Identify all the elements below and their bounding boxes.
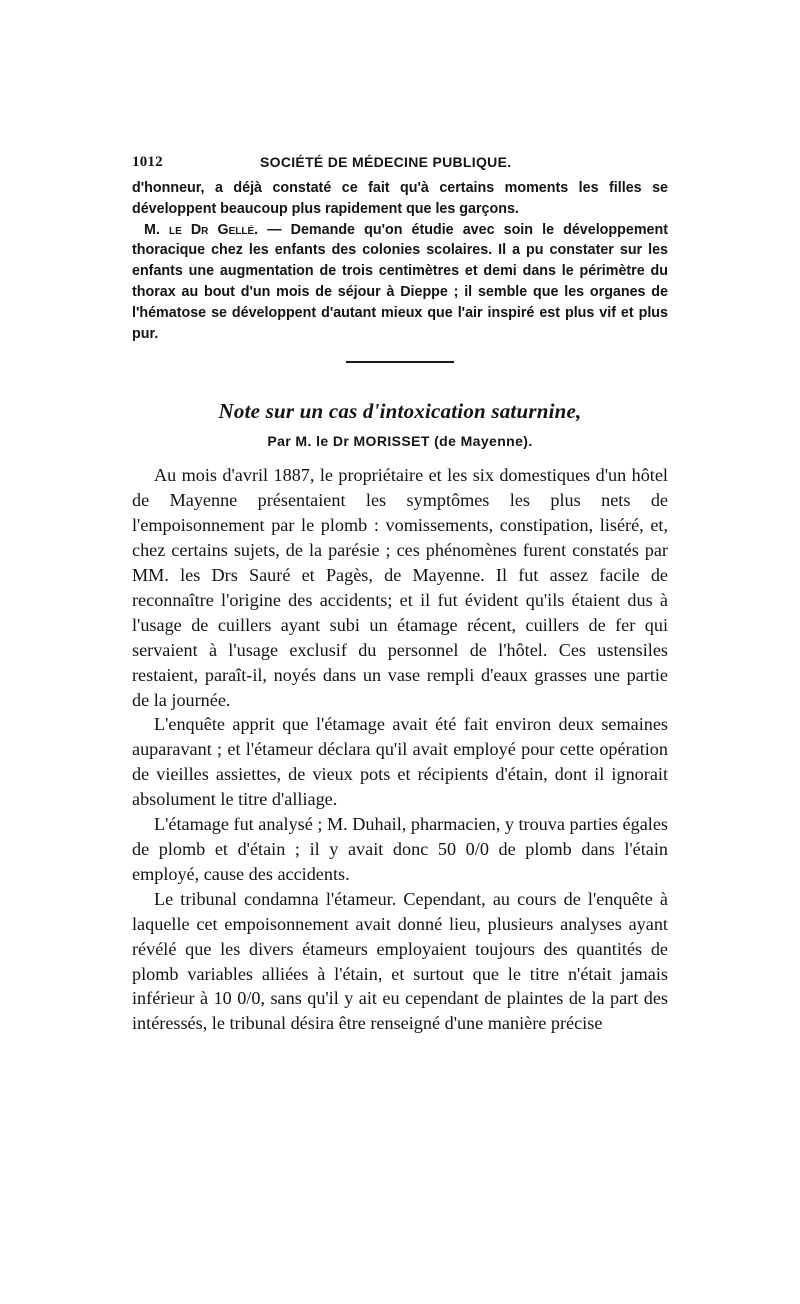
journal-title: SOCIÉTÉ DE MÉDECINE PUBLIQUE. (260, 154, 512, 170)
discussion-remark (132, 220, 668, 345)
article-body (132, 463, 668, 1036)
page-number: 1012 (132, 154, 163, 170)
speaker-name: M. le Dr Gellé. (144, 221, 259, 238)
article-paragraph: L'enquête apprit que l'étamage avait été fait environ deux semaines auparavant ; et l'étameur déclara qu'il avait employé pour cette opération de vieilles assiettes, de vieux pots et récipients d'étain, dont il ignorait absolument le titre d'alliage. (132, 714, 668, 810)
section-divider (346, 361, 454, 363)
article-paragraph: Le tribunal condamna l'étameur. Cependant, au cours de l'enquête à laquelle cet empoisonnement avait donné lieu, plusieurs analyses ayant révélé que les divers étameurs employaient toujours des quantités de plomb variables alliées à l'étain, et surtout que le titre n'était jamais inférieur à 10 0/0, sans qu'il y ait eu cependant de plaintes de la part des intéressés, le tribunal désira être renseigné d'une manière précise (132, 888, 668, 1034)
article-paragraph: Au mois d'avril 1887, le propriétaire et les six domestiques d'un hôtel de Mayenne présentaient les symptômes les plus nets de l'empoisonnement par le plomb : vomissements, constipation, liséré, et, chez certains sujets, de la parésie ; ces phénomènes furent constatés par MM. les Drs Sauré et Pagès, de Mayenne. Il fut assez facile de reconnaître l'origine des accidents; et il fut évident qu'ils étaient dus à l'usage de cuillers ayant subi un étamage récent, cuillers de fer qui servaient à l'usage exclusif du personnel de l'hôtel. Ces ustensiles restaient, paraît-il, noyés dans un vase rempli d'eaux grasses une partie de la journée. (132, 465, 668, 710)
article-byline: Par M. le Dr MORISSET (de Mayenne). (267, 433, 533, 450)
remark-text: — Demande qu'on étudie avec soin le développement thoracique chez les enfants des colonies scolaires. Il a pu constater sur les enfants une augmentation de trois centimètres et demi dans le périmètre du thorax au bout d'un mois de séjour à Dieppe ; il semble que les organes de l'hématose se développent d'autant mieux que l'air inspiré est plus vif et plus pur. (132, 221, 668, 342)
running-header (132, 152, 668, 178)
discussion-continuation: d'honneur, a déjà constaté ce fait qu'à certains moments les filles se développent beaucoup plus rapidement que les garçons. (132, 180, 668, 217)
article-title: Note sur un cas d'intoxication saturnine, (218, 399, 582, 424)
article-paragraph: L'étamage fut analysé ; M. Duhail, pharmacien, y trouva parties égales de plomb et d'étain ; il y avait donc 50 0/0 de plomb dans l'étain employé, cause des accidents. (132, 814, 668, 884)
document-page (132, 152, 668, 1036)
discussion-section (132, 178, 668, 344)
